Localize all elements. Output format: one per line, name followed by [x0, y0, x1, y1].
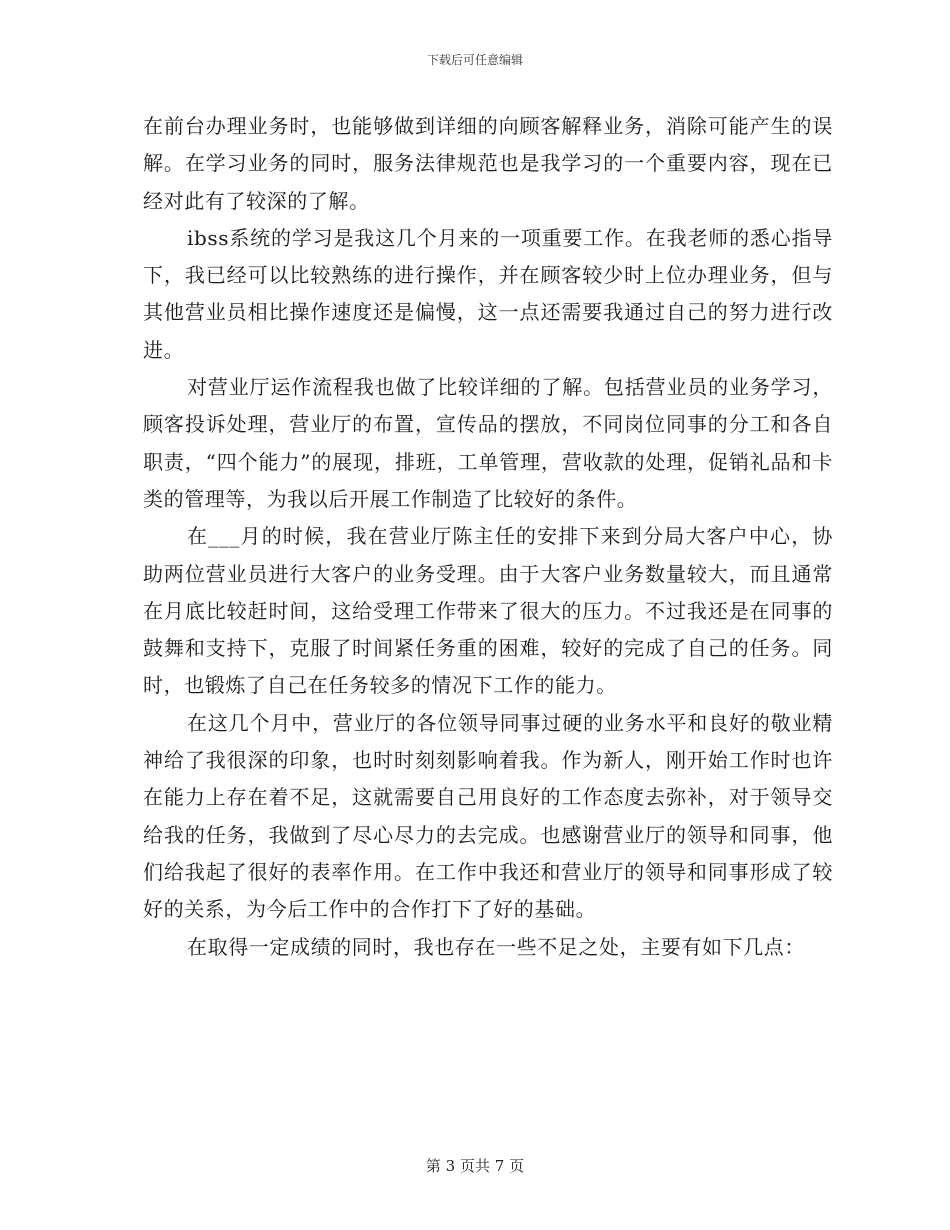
paragraph-shortcomings: 在取得一定成绩的同时，我也存在一些不足之处，主要有如下几点：: [187, 934, 805, 959]
page-header: 下载后可任意编辑: [426, 53, 523, 67]
paragraph-colleagues: 在这几个月中，营业厅的各位领导同事过硬的业务水平和良好的敬业精神给了我很深的印象，也时时刻刻影响着我。作为新人，刚开始工作时也许在能力上存在着不足，这就需要自己用良好的工作态度去弥补，对于领导交给我的任务，我做到了尽心尽力的去完成。也感谢营业厅的领导和同事，他们给我起了很好的表率作用。在工作中我还和营业厅的领导和同事形成了较好的关系，为今后工作中的合作打下了好的基础。: [143, 710, 833, 922]
paragraph-continuation: 在前台办理业务时，也能够做到详细的向顾客解释业务，消除可能产生的误解。在学习业务的同时，服务法律规范也是我学习的一个重要内容，现在已经对此有了较深的了解。: [143, 114, 833, 213]
paragraph-hall-workflow: 对营业厅运作流程我也做了比较详细的了解。包括营业员的业务学习，顾客投诉处理，营业厅的布置，宣传品的摆放，不同岗位同事的分工和各自职责，“四个能力”的展现，排班，工单管理，营收款的处理，促销礼品和卡类的管理等，为我以后开展工作制造了比较好的条件。: [143, 375, 833, 511]
document-body: [143, 108, 833, 966]
paragraph-ibss-system: ibss系统的学习是我这几个月来的一项重要工作。在我老师的悉心指导下，我已经可以比较熟练的进行操作，并在顾客较少时上位办理业务，但与其他营业员相比操作速度还是偏慢，这一点还需要我通过自己的努力进行改进。: [143, 225, 833, 362]
paragraph-key-accounts: 在___月的时候，我在营业厅陈主任的安排下来到分局大客户中心，协助两位营业员进行大客户的业务受理。由于大客户业务数量较大，而且通常在月底比较赶时间，这给受理工作带来了很大的压力。不过我还是在同事的鼓舞和支持下，克服了时间紧任务重的困难，较好的完成了自己的任务。同时，也锻炼了自己在任务较多的情况下工作的能力。: [143, 524, 833, 698]
page-number: 第 3 页共 7 页: [425, 1157, 525, 1175]
